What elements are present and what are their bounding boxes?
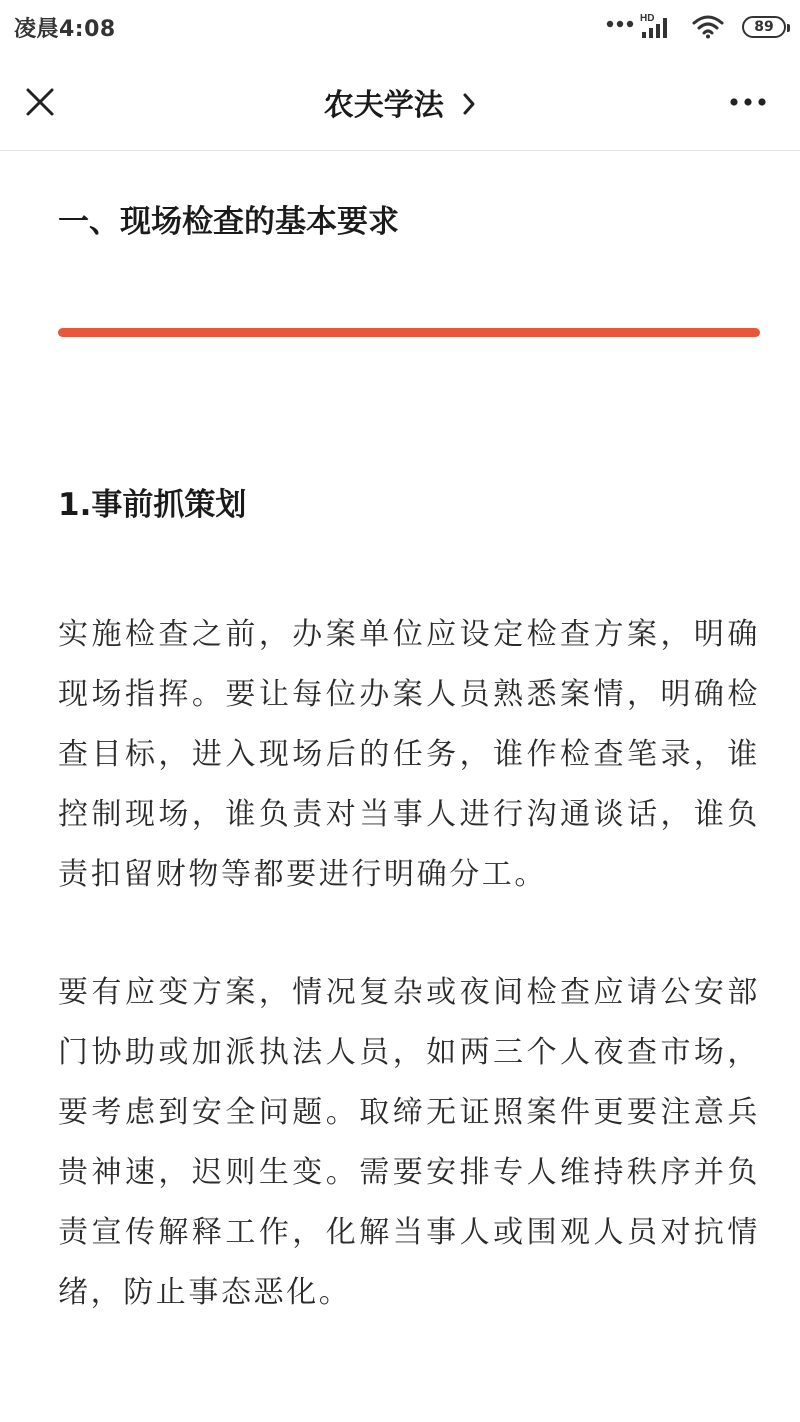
- battery-icon: [742, 16, 786, 38]
- paragraph-2: 要有应变方案，情况复杂或夜间检查应请公安部门协助或加派执法人员，如两三个人夜查市场，要考虑到安全问题。取缔无证照案件更要注意兵贵神速，迟则生变。需要安排专人维持秩序并负责宣传解释工作，化解当事人或围观人员对抗情绪，防止事态恶化。: [58, 975, 760, 1310]
- article-body: [58, 150, 760, 1323]
- status-time: 凌晨4:08: [14, 17, 116, 42]
- signal-icon: [638, 12, 674, 40]
- accent-divider: [58, 328, 760, 337]
- nav-title-text: 农夫学法: [323, 88, 444, 123]
- network-label: HD: [640, 13, 655, 24]
- nav-bar: [0, 56, 800, 151]
- battery-level: 89: [754, 19, 774, 35]
- account-title-link[interactable]: [0, 80, 800, 124]
- chevron-right-icon: [462, 92, 476, 116]
- status-bar: [0, 0, 800, 56]
- battery-tip: [787, 24, 790, 32]
- wifi-icon: [692, 15, 724, 39]
- section-title: 一、现场检查的基本要求: [58, 204, 399, 240]
- more-dots-icon: [606, 20, 634, 28]
- paragraph-1: 实施检查之前，办案单位应设定检查方案，明确现场指挥。要让每位办案人员熟悉案情，明确检查目标，进入现场后的任务，谁作检查笔录，谁控制现场，谁负责对当事人进行沟通谈话，谁负责扣留财物等都要进行明确分工。: [58, 617, 760, 892]
- sub-title: 1.事前抓策划: [58, 487, 247, 523]
- more-icon[interactable]: [728, 92, 768, 112]
